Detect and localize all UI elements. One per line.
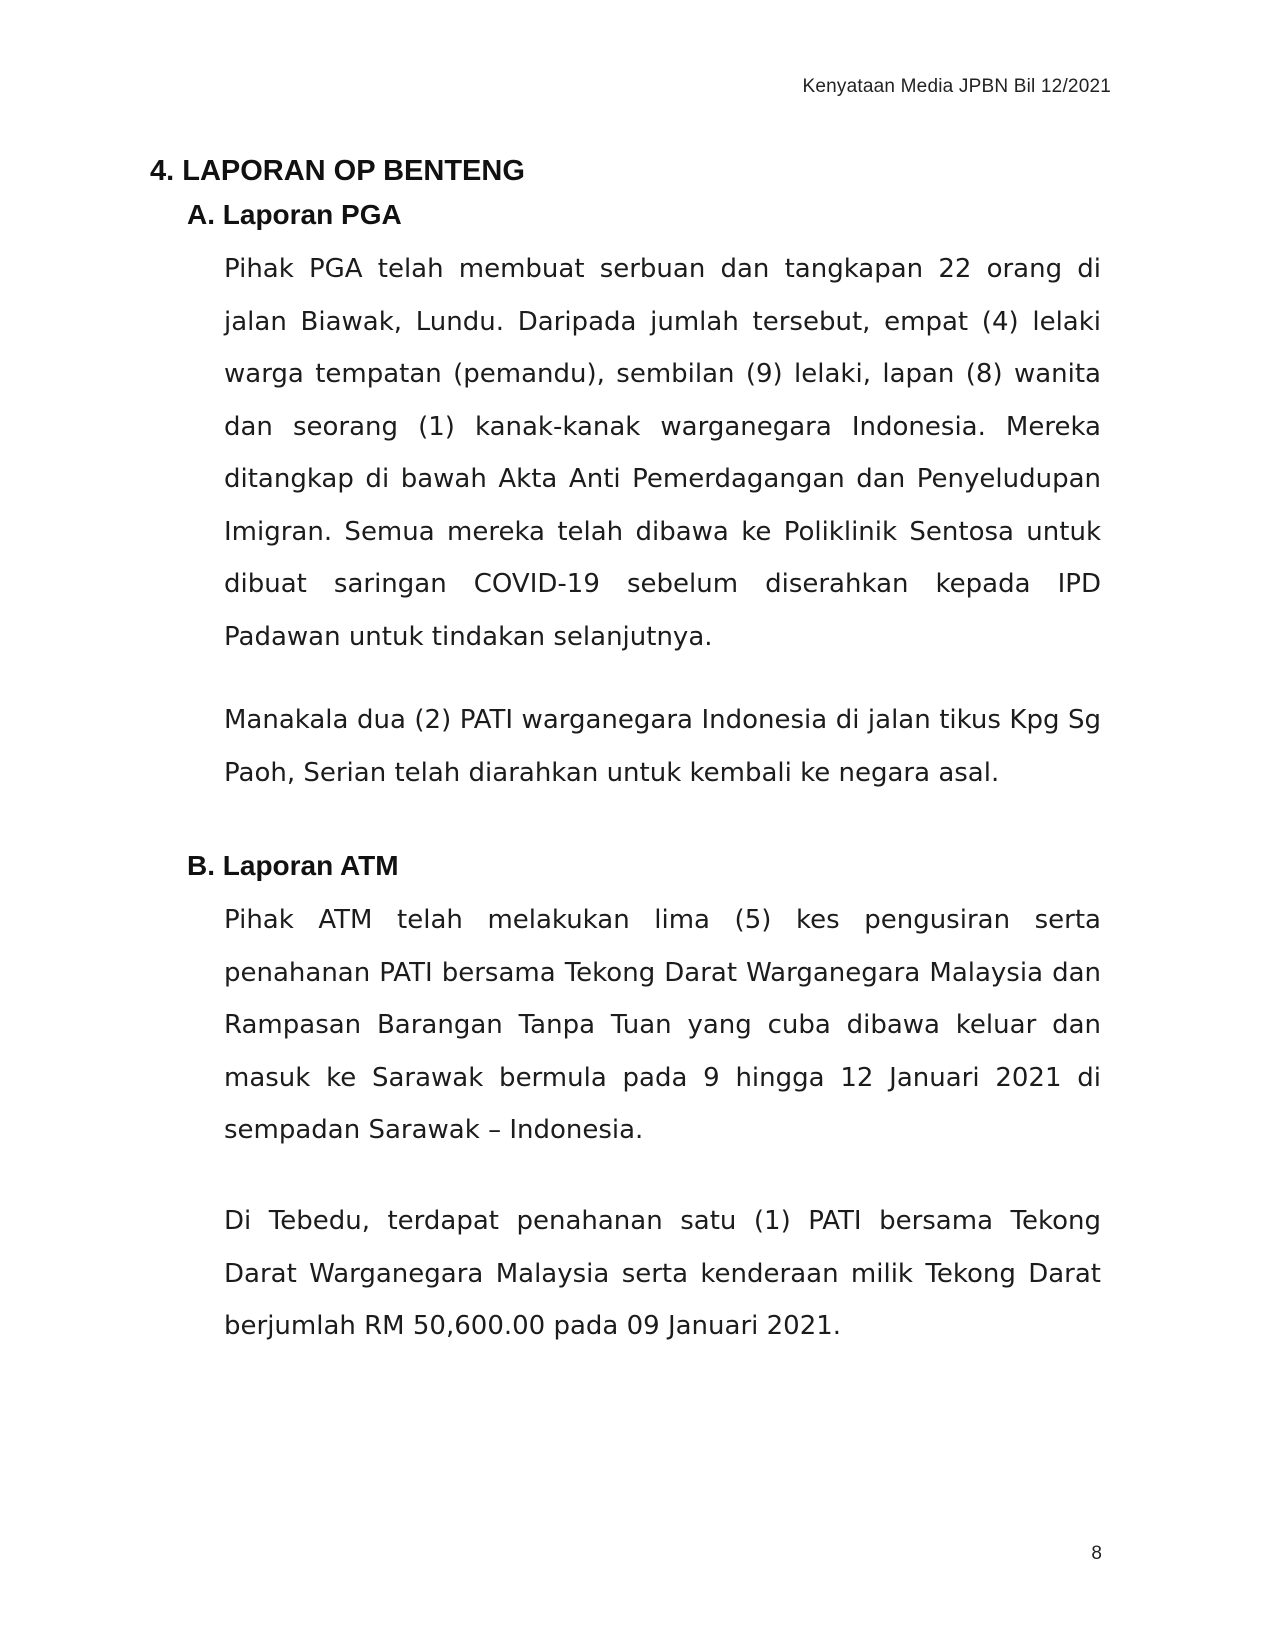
subsection-b-heading: B. Laporan ATM bbox=[187, 850, 399, 881]
document-header-note: Kenyataan Media JPBN Bil 12/2021 bbox=[802, 76, 1111, 97]
page-number: 8 bbox=[1091, 1543, 1102, 1564]
subsection-b-paragraph-1: Pihak ATM telah melakukan lima (5) kes pengusiran serta penahanan PATI bersama Tekong Darat Warganegara Malaysia dan Rampasan Barangan Tanpa Tuan yang cuba dibawa keluar dan masuk ke Sarawak bermula pada 9 hingga 12 Januari 2021 di sempadan Sarawak – Indonesia. bbox=[224, 905, 1101, 1145]
subsection-a-heading: A. Laporan PGA bbox=[187, 199, 402, 230]
subsection-a-paragraph-1: Pihak PGA telah membuat serbuan dan tangkapan 22 orang di jalan Biawak, Lundu. Daripada jumlah tersebut, empat (4) lelaki warga tempatan (pemandu), sembilan (9) lelaki, lapan (8) wanita dan seorang (1) kanak-kanak warganegara Indonesia. Mereka ditangkap di bawah Akta Anti Pemerdagangan dan Penyeludupan Imigran. Semua mereka telah dibawa ke Poliklinik Sentosa untuk dibuat saringan COVID-19 sebelum diserahkan kepada IPD Padawan untuk tindakan selanjutnya. bbox=[224, 254, 1101, 652]
subsection-a-paragraph-2: Manakala dua (2) PATI warganegara Indonesia di jalan tikus Kpg Sg Paoh, Serian telah diarahkan untuk kembali ke negara asal. bbox=[224, 705, 1101, 788]
subsection-b-paragraph-2: Di Tebedu, terdapat penahanan satu (1) PATI bersama Tekong Darat Warganegara Malaysia serta kenderaan milik Tekong Darat berjumlah RM 50,600.00 pada 09 Januari 2021. bbox=[224, 1206, 1101, 1341]
section-title: 4. LAPORAN OP BENTENG bbox=[150, 155, 525, 187]
